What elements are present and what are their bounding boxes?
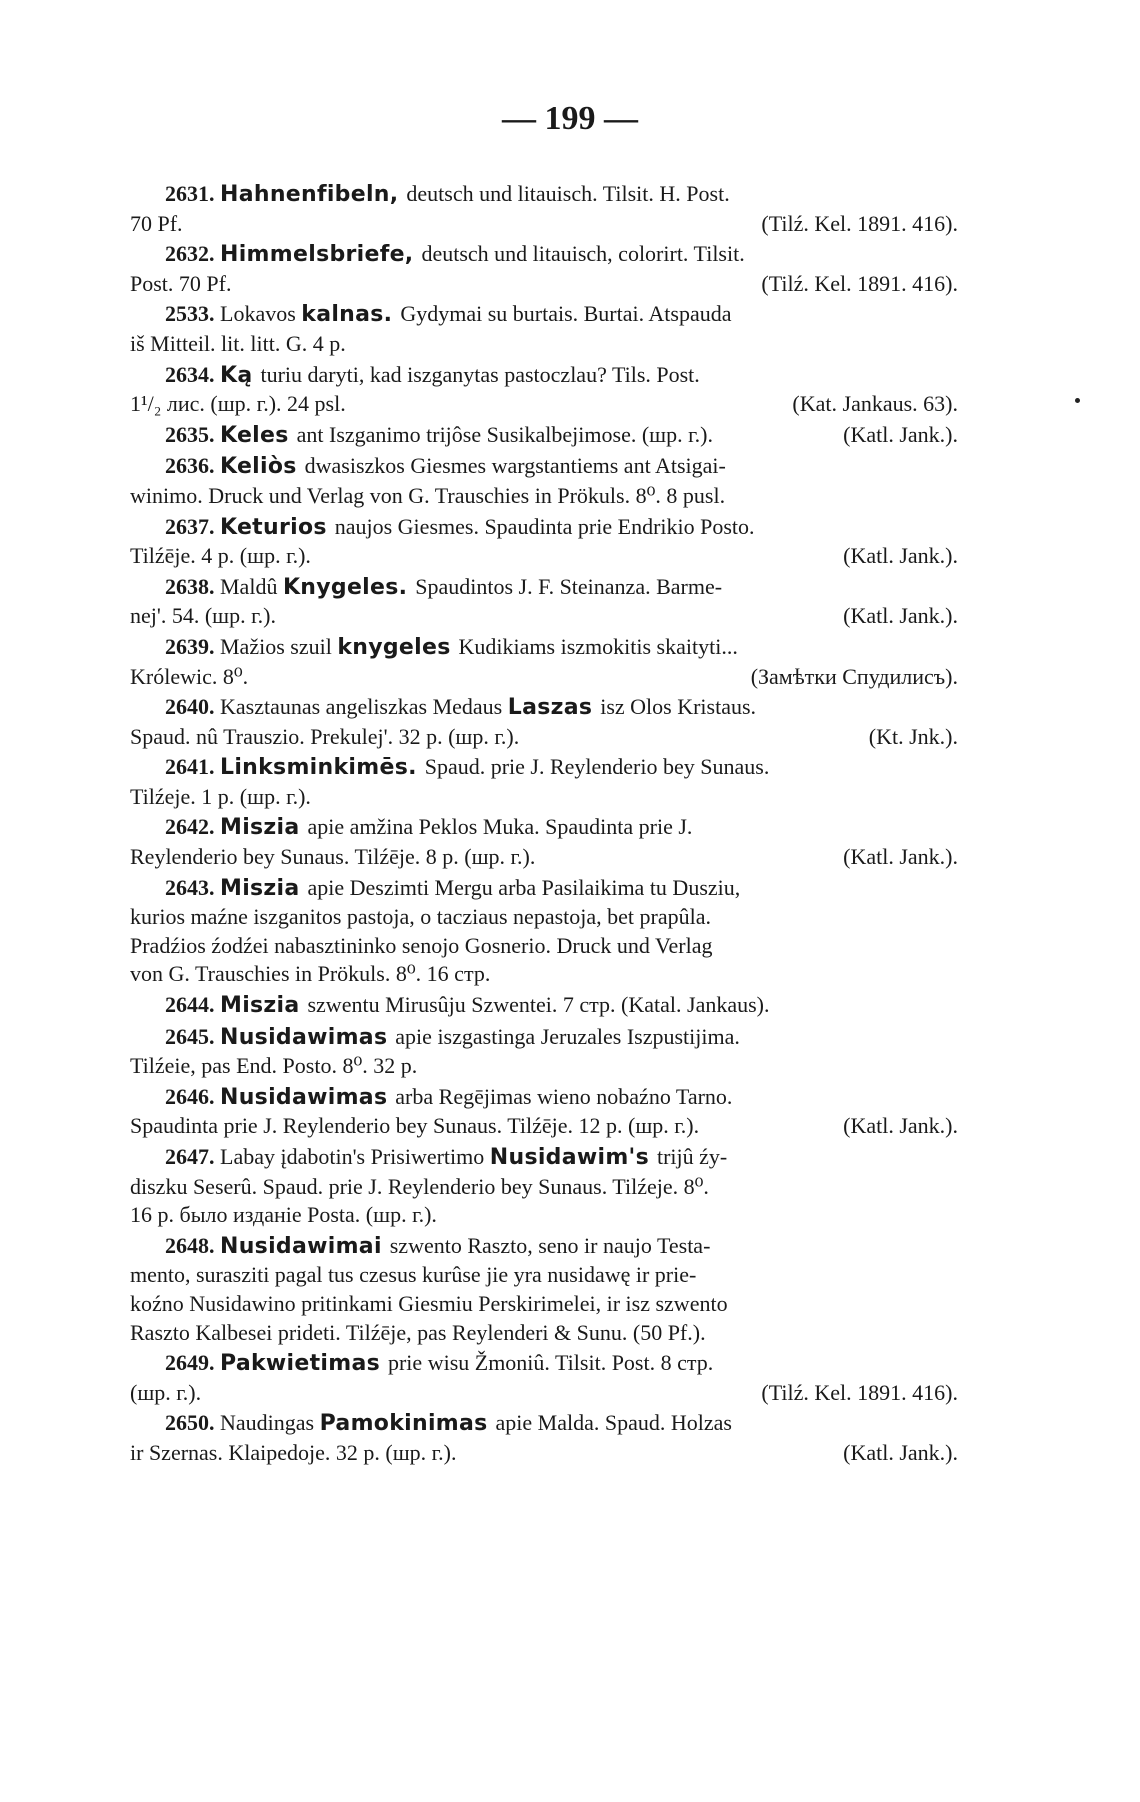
entry-line: [130, 663, 958, 692]
catalog-entry: [130, 991, 958, 1021]
entry-keyword: Himmelsbriefe,: [220, 242, 422, 268]
entry-line: [130, 1319, 958, 1348]
entry-text: Spaudintos J. F. Steinanza. Barme-: [415, 573, 723, 599]
catalog-entry: [130, 300, 958, 358]
entry-text: isz Olos Kristaus.: [600, 694, 757, 720]
catalog-entry: [130, 1143, 958, 1230]
entry-text: apie amžina Peklos Muka. Spaudinta prie J.: [307, 814, 693, 840]
entry-text: Spaud. nû Trauszio. Prekulej'. 32 p. (шр. г.).: [130, 723, 520, 749]
catalog-entry: [130, 452, 958, 510]
entry-keyword: Linksminkimēs.: [220, 755, 425, 781]
entry-keyword: Laszas: [507, 695, 601, 721]
entry-line: [130, 180, 958, 210]
entry-text: (шр. г.).: [130, 1379, 202, 1405]
entry-keyword: Nusidawimas: [220, 1024, 396, 1050]
entry-keyword: Keturios: [220, 514, 335, 540]
entry-number: 2642.: [165, 814, 220, 840]
catalog-entry: [130, 693, 958, 751]
catalog-entry: [130, 1409, 958, 1467]
entry-number: 2638.: [165, 573, 220, 599]
entry-number: 2639.: [165, 633, 220, 659]
entry-source: (Kt. Jnk.).: [868, 723, 958, 749]
entry-text: apie Deszimti Mergu arba Pasilaikima tu Dusziu,: [307, 874, 741, 900]
entry-text: iš Mitteil. lit. litt. G. 4 p.: [130, 330, 346, 356]
entry-text: dwasiszkos Giesmes wargstantiems ant Atsigai-: [304, 453, 726, 479]
entry-line: [130, 693, 958, 723]
entry-number: 2631.: [165, 181, 220, 206]
entry-keyword: Pamokinimas: [319, 1411, 496, 1437]
entry-text: 1¹/₂ лис. (шр. г.). 24 psl.: [130, 391, 346, 417]
entry-line: [130, 960, 958, 989]
page-number: — 199 —: [502, 100, 638, 137]
entry-number: 2644.: [165, 992, 220, 1018]
entry-text: mento, surasziti pagal tus czesus kurûse jie yra nusidawę ir prie-: [130, 1262, 697, 1288]
entry-text: arba Regējimas wieno nobaźno Tarno.: [395, 1083, 733, 1109]
entry-line: [130, 1379, 958, 1408]
catalog-entry: [130, 240, 958, 298]
entry-text: Reylenderio bey Sunaus. Tilźēje. 8 p. (шр. г.).: [130, 844, 536, 870]
entry-text: apie iszgastinga Jeruzales Iszpustijima.: [395, 1023, 740, 1049]
entry-keyword: Nusidawimas: [220, 1084, 396, 1110]
entry-text: deutsch und litauisch, colorirt. Tilsit.: [421, 241, 745, 267]
entry-text: Spaudinta prie J. Reylenderio bey Sunaus. Tilźēje. 12 p. (шр. г.).: [130, 1113, 700, 1139]
catalog-entry: [130, 633, 958, 691]
entry-source: (Katl. Jank.).: [843, 603, 958, 629]
entry-number: 2641.: [165, 754, 220, 780]
entry-source: (Katl. Jank.).: [843, 1439, 958, 1465]
entries-list: [130, 180, 958, 1470]
entry-number: 2632.: [165, 241, 220, 267]
entry-text: Tilźēje. 4 p. (шр. г.).: [130, 543, 311, 569]
entry-number: 2645.: [165, 1023, 220, 1049]
entry-text: Post. 70 Pf.: [130, 270, 232, 296]
entry-pre-text: Labay įdabotin's Prisiwertimo: [220, 1144, 490, 1169]
entry-keyword: Ką: [220, 362, 261, 388]
entry-keyword: Nusidawim's: [489, 1145, 657, 1170]
entry-line: [130, 1023, 958, 1053]
catalog-entry: [130, 1023, 958, 1081]
entry-text: trijû źy-: [656, 1144, 728, 1169]
entry-text: apie Malda. Spaud. Holzas: [495, 1410, 732, 1436]
entry-text: von G. Trauschies in Prökuls. 8⁰. 16 стр.: [130, 961, 491, 987]
entry-number: 2635.: [165, 421, 220, 447]
entry-line: [130, 602, 958, 631]
entry-line: [130, 633, 958, 663]
entry-text: diszku Seserû. Spaud. prie J. Reylenderio bey Sunaus. Tilźeje. 8⁰.: [130, 1173, 709, 1199]
entry-keyword: kalnas.: [301, 302, 401, 328]
catalog-entry: [130, 753, 958, 811]
entry-source: (Tilź. Kel. 1891. 416).: [761, 1379, 958, 1405]
entry-number: 2634.: [165, 361, 220, 387]
entry-source: (Замѣтки Спудилисъ).: [750, 663, 958, 689]
catalog-entry: [130, 1083, 958, 1141]
entry-line: [130, 482, 958, 511]
entry-source: (Katl. Jank.).: [843, 543, 958, 569]
entry-keyword: Miszia: [220, 815, 308, 841]
catalog-entry: [130, 1349, 958, 1407]
entry-line: [130, 753, 958, 783]
entry-pre-text: Naudingas: [220, 1410, 320, 1436]
entry-pre-text: Kasztaunas angeliszkas Medaus: [220, 694, 508, 720]
entry-text: Pradźios źodźei nabasztininko senojo Gosnerio. Druck und Verlag: [130, 932, 713, 958]
entry-number: 2637.: [165, 513, 220, 539]
entry-pre-text: Mažios szuil: [220, 633, 338, 659]
catalog-entry: [130, 1232, 958, 1347]
entry-text: Kudikiams iszmokitis skaityti...: [458, 633, 738, 659]
entry-line: [130, 874, 958, 904]
entry-text: kurios maźne iszganitos pastoja, o tacziaus nepastoja, bet prapûla.: [130, 904, 711, 930]
entry-line: [130, 270, 958, 299]
entry-pre-text: Lokavos: [220, 301, 302, 327]
entry-line: [130, 573, 958, 603]
entry-line: [130, 843, 958, 872]
catalog-entry: [130, 180, 958, 238]
catalog-entry: [130, 513, 958, 571]
entry-text: Tilźeje. 1 p. (шр. г.).: [130, 783, 311, 809]
entry-line: [130, 1201, 958, 1230]
entry-keyword: Keles: [220, 422, 297, 448]
entry-line: [130, 421, 958, 451]
entry-number: 2533.: [165, 301, 220, 327]
entry-text: ir Szernas. Klaipedoje. 32 p. (шр. г.).: [130, 1439, 457, 1465]
entry-keyword: knygeles: [337, 634, 459, 660]
entry-number: 2643.: [165, 874, 220, 900]
entry-line: [130, 1290, 958, 1319]
entry-keyword: Knygeles.: [282, 574, 416, 600]
entry-source: (Katl. Jank.).: [843, 1113, 958, 1139]
entry-text: Królewic. 8⁰.: [130, 663, 249, 689]
entry-line: [130, 513, 958, 543]
catalog-entry: [130, 813, 958, 871]
entry-line: [130, 452, 958, 482]
entry-keyword: Miszia: [220, 993, 308, 1019]
stray-mark: [1075, 398, 1080, 403]
entry-line: [130, 1409, 958, 1439]
entry-line: [130, 1143, 958, 1173]
catalog-entry: [130, 874, 958, 989]
entry-text: Gydymai su burtais. Burtai. Atspauda: [400, 301, 732, 327]
entry-text: naujos Giesmes. Spaudinta prie Endrikio Posto.: [334, 513, 755, 539]
catalog-entry: [130, 361, 958, 419]
entry-number: 2648.: [165, 1232, 220, 1258]
entry-keyword: Nusidawimai: [220, 1233, 390, 1259]
entry-number: 2649.: [165, 1350, 220, 1376]
entry-line: [130, 1052, 958, 1081]
entry-text: Spaud. prie J. Reylenderio bey Sunaus.: [424, 754, 770, 780]
catalog-entry: [130, 421, 958, 451]
entry-number: 2636.: [165, 453, 220, 479]
entry-number: 2647.: [165, 1144, 220, 1169]
entry-text: koźno Nusidawino pritinkami Giesmiu Perskirimelei, ir isz szwento: [130, 1290, 728, 1316]
entry-line: [130, 210, 958, 239]
entry-source: (Katl. Jank.).: [843, 421, 958, 447]
entry-text: Raszto Kalbesei prideti. Tilźēje, pas Reylenderi & Sunu. (50 Pf.).: [130, 1319, 706, 1345]
catalog-entry: [130, 573, 958, 631]
entry-text: nej'. 54. (шр. г.).: [130, 603, 276, 629]
entry-text: 16 p. было изданіе Posta. (шр. г.).: [130, 1202, 437, 1228]
entry-line: [130, 932, 958, 961]
entry-line: [130, 1173, 958, 1202]
entry-source: (Katl. Jank.).: [843, 844, 958, 870]
entry-line: [130, 300, 958, 330]
entry-source: (Tilź. Kel. 1891. 416).: [761, 210, 958, 236]
entry-line: [130, 390, 958, 419]
entry-line: [130, 1261, 958, 1290]
entry-text: 70 Pf.: [130, 210, 183, 236]
entry-line: [130, 783, 958, 812]
entry-line: [130, 1083, 958, 1113]
entry-line: [130, 330, 958, 359]
entry-text: szwentu Mirusûju Szwentei. 7 стр. (Katal. Jankaus).: [307, 992, 770, 1018]
entry-line: [130, 361, 958, 391]
entry-source: (Tilź. Kel. 1891. 416).: [761, 270, 958, 296]
entry-source: (Kat. Jankaus. 63).: [792, 391, 958, 417]
entry-text: Tilźeie, pas End. Posto. 8⁰. 32 p.: [130, 1053, 418, 1079]
entry-text: szwento Raszto, seno ir naujo Testa-: [389, 1232, 711, 1258]
entry-keyword: Hahnenfibeln,: [220, 182, 407, 207]
entry-line: [130, 1349, 958, 1379]
entry-line: [130, 542, 958, 571]
entry-line: [130, 991, 958, 1021]
entry-text: turiu daryti, kad iszganytas pastoczlau? Tils. Post.: [260, 361, 700, 387]
entry-number: 2640.: [165, 694, 220, 720]
entry-line: [130, 1439, 958, 1468]
entry-line: [130, 813, 958, 843]
entry-keyword: Pakwietimas: [220, 1351, 388, 1377]
entry-text: ant Iszganimo trijôse Susikalbejimose. (шр. г.).: [296, 421, 713, 447]
entry-line: [130, 1232, 958, 1262]
entry-keyword: Miszia: [220, 875, 308, 901]
entry-line: [130, 240, 958, 270]
entry-text: winimo. Druck und Verlag von G. Trauschies in Prökuls. 8⁰. 8 pusl.: [130, 482, 726, 508]
entry-line: [130, 723, 958, 752]
entry-text: deutsch und litauisch. Tilsit. H. Post.: [406, 181, 730, 206]
entry-text: prie wisu Žmoniû. Tilsit. Post. 8 стр.: [387, 1350, 714, 1376]
entry-number: 2650.: [165, 1410, 220, 1436]
entry-number: 2646.: [165, 1083, 220, 1109]
entry-keyword: Keliòs: [220, 454, 305, 480]
entry-line: [130, 1112, 958, 1141]
entry-pre-text: Maldû: [220, 573, 283, 599]
entry-line: [130, 903, 958, 932]
